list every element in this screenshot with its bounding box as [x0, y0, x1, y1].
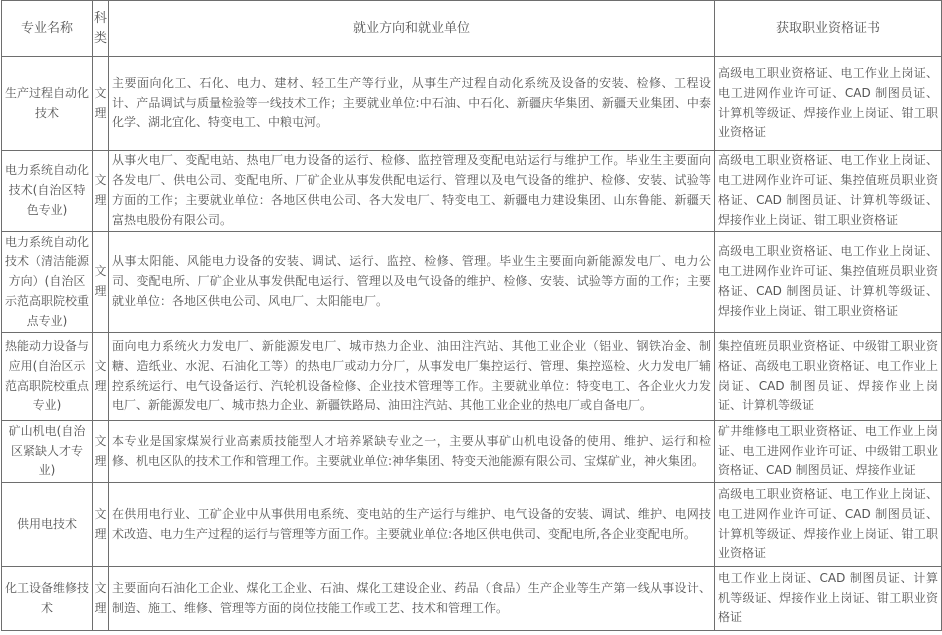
certificate-list: 高级电工职业资格证、电工作业上岗证、电工进网作业许可证、集控值班员职业资格证、CAD 制图员证、计算机等级证、焊接作业上岗证、钳工职业资格证: [715, 151, 942, 232]
certificate-list: 电工作业上岗证、CAD 制图员证、计算机等级证、焊接作业上岗证、钳工职业资格证: [715, 567, 942, 631]
employment-direction: 主要面向化工、石化、电力、建材、轻工生产等行业，从事生产过程自动化系统及设备的安装、检修、工程设计、产品调试与质量检验等一线技术工作；主要就业单位:中石油、中石化、新疆庆华集团、新疆天业集团、中泰化学、湖北宜化、特变电工、中粮屯河。: [109, 57, 715, 151]
employment-direction: 本专业是国家煤炭行业高素质技能型人才培养紧缺专业之一，主要从事矿山机电设备的使用、维护、运行和检修、机电区队的技术工作和管理工作。主要就业单位:神华集团、特变天池能源有限公司、宝煤矿业，神火集团。: [109, 421, 715, 483]
header-certificate: 获取职业资格证书: [715, 1, 942, 57]
employment-direction: 从事火电厂、变配电站、热电厂电力设备的运行、检修、监控管理及变配电站运行与维护工作。毕业生主要面向各发电厂、供电公司、变配电所、厂矿企业从事发供配电运行、管理以及电气设备的维护、检修、安装、试验等方面的工作；主要就业单位：各地区供电公司、各大发电厂、特变电工、新疆电力建设集团、山东鲁能、新疆天富热电股份有限公司。: [109, 151, 715, 232]
table-row: [2, 151, 942, 232]
table-row: [2, 483, 942, 567]
major-category: 文理: [93, 151, 109, 232]
major-name: 矿山机电(自治区紧缺人才专业): [2, 421, 93, 483]
major-name: 热能动力设备与应用(自治区示范高职院校重点专业): [2, 333, 93, 421]
major-name: 化工设备维修技术: [2, 567, 93, 631]
certificate-list: 矿井维修电工职业资格证、电工作业上岗证、电工进网作业许可证、中级钳工职业资格证、CAD 制图员证、焊接作业证: [715, 421, 942, 483]
major-name: 供用电技术: [2, 483, 93, 567]
major-name: 电力系统自动化技术(自治区特色专业): [2, 151, 93, 232]
certificate-list: 高级电工职业资格证、电工作业上岗证、电工进网作业许可证、CAD 制图员证、计算机等级证、焊接作业上岗证、钳工职业资格证: [715, 483, 942, 567]
header-direction: 就业方向和就业单位: [109, 1, 715, 57]
major-name: 电力系统自动化技术（清洁能源方向）(自治区示范高职院校重点专业): [2, 232, 93, 333]
major-name: 生产过程自动化技术: [2, 57, 93, 151]
major-category: 文理: [93, 567, 109, 631]
certificate-list: 高级电工职业资格证、电工作业上岗证、电工进网作业许可证、CAD 制图员证、计算机等级证、焊接作业上岗证、钳工职业资格证: [715, 57, 942, 151]
certificate-list: 集控值班员职业资格证、中级钳工职业资格证、高级电工职业资格证、电工作业上岗证、CAD 制图员证、焊接作业上岗证、计算机等级证: [715, 333, 942, 421]
major-category: 文理: [93, 483, 109, 567]
major-category: 文理: [93, 421, 109, 483]
major-category: 文理: [93, 232, 109, 333]
employment-direction: 主要面向石油化工企业、煤化工企业、石油、煤化工建设企业、药品（食品）生产企业等生产第一线从事设计、制造、施工、维修、管理等方面的岗位技能工作或工艺、技术和管理工作。: [109, 567, 715, 631]
table-row: [2, 333, 942, 421]
table-row: [2, 421, 942, 483]
employment-direction: 面向电力系统火力发电厂、新能源发电厂、城市热力企业、油田注汽站、其他工业企业（铝业、钢铁冶金、制糖、造纸业、水泥、石油化工等）的热电厂或动力分厂，从事发电厂集控运行、管理、集控巡检、火力发电厂辅控系统运行、电气设备运行、汽轮机设备检修、企业技术管理等工作。主要就业单位：特变电工、各企业火力发电厂、新能源发电厂、城市热力企业、新疆铁路局、油田注汽站、其他工业企业的热电厂或自备电厂。: [109, 333, 715, 421]
table-row: [2, 57, 942, 151]
table-row: [2, 232, 942, 333]
header-row: [2, 1, 942, 57]
major-table: [1, 0, 942, 631]
header-category: 科类: [93, 1, 109, 57]
employment-direction: 从事太阳能、风能电力设备的安装、调试、运行、监控、检修、管理。毕业生主要面向新能源发电厂、电力公司、变配电所、厂矿企业从事发供配电运行、管理以及电气设备的维护、检修、安装、试验等方面的工作；主要就业单位：各地区供电公司、风电厂、太阳能电厂。: [109, 232, 715, 333]
certificate-list: 高级电工职业资格证、电工作业上岗证、电工进网作业许可证、集控值班员职业资格证、CAD 制图员证、计算机等级证、焊接作业上岗证、钳工职业资格证: [715, 232, 942, 333]
table-row: [2, 567, 942, 631]
header-major: 专业名称: [2, 1, 93, 57]
major-category: 文理: [93, 333, 109, 421]
employment-direction: 在供用电行业、工矿企业中从事供用电系统、变电站的生产运行与维护、电气设备的安装、调试、维护、电网技术改造、电力生产过程的运行与管理等方面工作。主要就业单位:各地区供电供司、变配电所,各企业变配电所。: [109, 483, 715, 567]
major-category: 文理: [93, 57, 109, 151]
